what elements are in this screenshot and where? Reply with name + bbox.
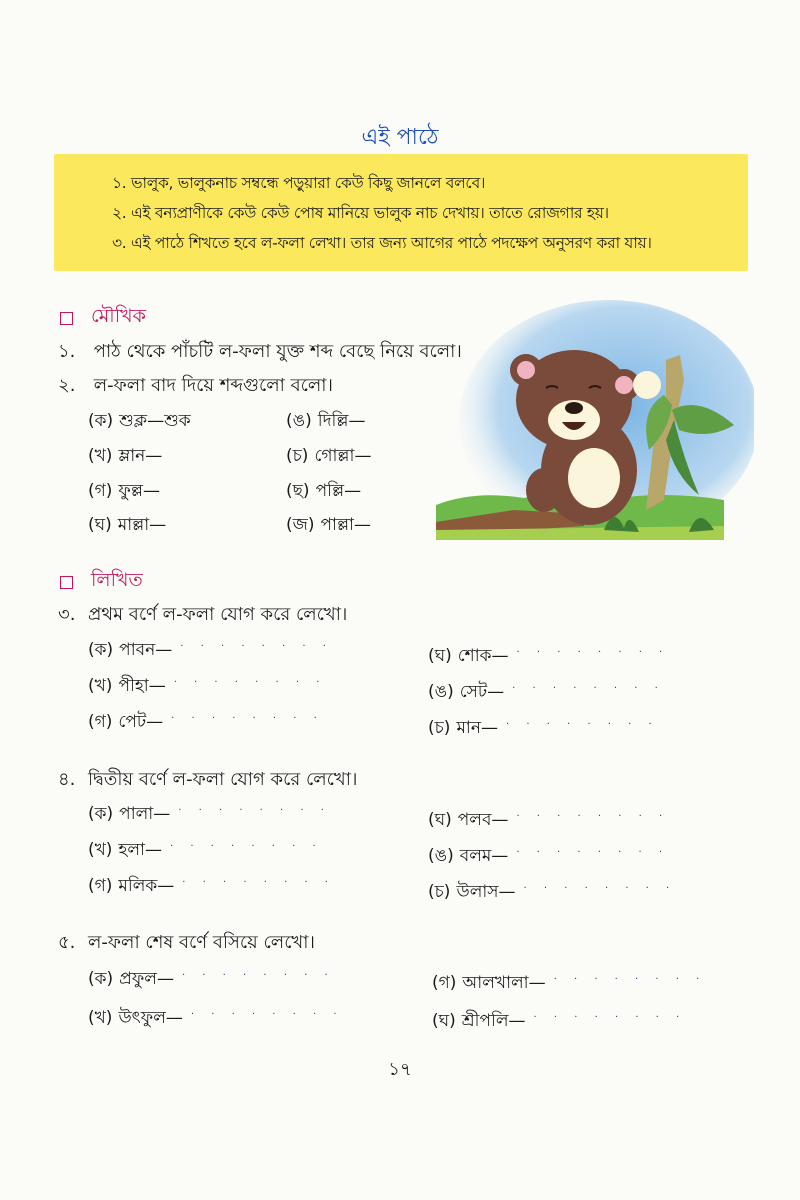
answer-blank[interactable]: · · · · · · · · bbox=[180, 641, 333, 652]
q4-item-nga: (ঙ) বলম— · · · · · · · · bbox=[428, 846, 669, 866]
q3-item-gha: (ঘ) শোক— · · · · · · · · bbox=[428, 646, 670, 666]
section-oral bbox=[60, 302, 146, 334]
q5-item-ga: (গ) আলখালা— · · · · · · · · bbox=[432, 973, 707, 993]
q3-item-ka: (ক) পাবন— · · · · · · · · bbox=[88, 640, 333, 660]
answer-blank[interactable]: · · · · · · · · bbox=[516, 811, 670, 822]
q5-item-gha: (ঘ) শ্রীপলি— · · · · · · · · bbox=[432, 1011, 687, 1031]
question-text: পাঠ থেকে পাঁচটি ল-ফলা যুক্ত শব্দ বেছে নিয়ে বলো। bbox=[93, 341, 462, 362]
q4-item-ga: (গ) মলিক— · · · · · · · · bbox=[88, 876, 335, 896]
answer-blank[interactable]: · · · · · · · · bbox=[178, 805, 331, 816]
q2-item-chha: (ছ) পল্লি— bbox=[286, 481, 362, 501]
answer-blank[interactable]: · · · · · · · · bbox=[553, 974, 707, 985]
q4-item-cha: (চ) উলাস— · · · · · · · · bbox=[428, 882, 677, 902]
question-number: ১. bbox=[58, 341, 76, 362]
q4-item-ka: (ক) পালা— · · · · · · · · bbox=[88, 804, 331, 824]
answer-blank[interactable]: · · · · · · · · bbox=[190, 1009, 344, 1020]
answer-blank[interactable]: · · · · · · · · bbox=[516, 847, 669, 858]
q2-item-nga: (ঙ) দিল্লি— bbox=[286, 411, 366, 431]
bear-illustration-icon bbox=[434, 300, 754, 545]
objectives-box bbox=[54, 154, 748, 271]
q2-item-gha: (ঘ) মাল্লা— bbox=[88, 515, 167, 535]
checkbox-square-icon bbox=[60, 576, 73, 589]
q5-item-kha: (খ) উৎফুল— · · · · · · · · bbox=[88, 1008, 344, 1028]
answer-blank[interactable]: · · · · · · · · bbox=[173, 677, 327, 688]
q2-item-cha: (চ) গোল্লা— bbox=[286, 446, 372, 466]
answer-blank[interactable]: · · · · · · · · bbox=[523, 883, 677, 894]
answer-blank[interactable]: · · · · · · · · bbox=[505, 719, 659, 730]
q4-item-gha: (ঘ) পলব— · · · · · · · · bbox=[428, 810, 670, 830]
objective-2: ২. এই বন্যপ্রাণীকে কেউ কেউ পোষ মানিয়ে ভালুক নাচ দেখায়। তাতে রোজগার হয়। bbox=[112, 204, 609, 222]
question-text: ল-ফলা বাদ দিয়ে শব্দগুলো বলো। bbox=[93, 375, 333, 396]
page-number: ১৭ bbox=[388, 1059, 412, 1080]
q3-item-nga: (ঙ) সেট— · · · · · · · · bbox=[428, 682, 665, 702]
q2-item-ga: (গ) ফুল্ল— bbox=[88, 481, 160, 501]
question-number: ২. bbox=[58, 375, 76, 396]
section-oral-heading: মৌখিক bbox=[91, 305, 146, 327]
question-5: ৫. ল-ফলা শেষ বর্ণে বসিয়ে লেখো। bbox=[58, 932, 315, 953]
answer-blank[interactable]: · · · · · · · · bbox=[533, 1012, 687, 1023]
q3-item-cha: (চ) মান— · · · · · · · · bbox=[428, 718, 659, 738]
objective-1: ১. ভালুক, ভালুকনাচ সম্বন্ধে পড়ুয়ারা কেউ কিছু জানলে বলবে। bbox=[112, 174, 486, 192]
question-2 bbox=[58, 371, 333, 402]
question-3: ৩. প্রথম বর্ণে ল-ফলা যোগ করে লেখো। bbox=[58, 604, 348, 625]
q5-item-ka: (ক) প্রফুল— · · · · · · · · bbox=[88, 969, 335, 989]
q2-item-ja: (জ) পাল্লা— bbox=[286, 515, 371, 535]
q3-item-kha: (খ) পীহা— · · · · · · · · bbox=[88, 676, 327, 696]
answer-blank[interactable]: · · · · · · · · bbox=[516, 647, 670, 658]
q2-item-kha: (খ) ম্লান— bbox=[88, 446, 163, 466]
section-written bbox=[60, 566, 143, 598]
answer-blank[interactable]: · · · · · · · · bbox=[171, 713, 324, 724]
answer-blank[interactable]: · · · · · · · · bbox=[181, 970, 335, 981]
answer-blank[interactable]: · · · · · · · · bbox=[182, 877, 335, 888]
section-written-heading: লিখিত bbox=[91, 569, 143, 591]
objective-3: ৩. এই পাঠে শিখতে হবে ল-ফলা লেখা। তার জন্য আগের পাঠে পদক্ষেপ অনুসরণ করা যায়। bbox=[112, 234, 652, 252]
q2-item-ka: (ক) শুক্ল—শুক bbox=[88, 411, 191, 431]
answer-blank[interactable]: · · · · · · · · bbox=[169, 841, 323, 852]
question-4: ৪. দ্বিতীয় বর্ণে ল-ফলা যোগ করে লেখো। bbox=[58, 769, 358, 790]
question-1 bbox=[58, 337, 462, 368]
lesson-title: এই পাঠে bbox=[361, 125, 439, 150]
q3-item-ga: (গ) পেট— · · · · · · · · bbox=[88, 712, 324, 732]
q4-item-kha: (খ) হলা— · · · · · · · · bbox=[88, 840, 323, 860]
checkbox-square-icon bbox=[60, 312, 73, 325]
answer-blank[interactable]: · · · · · · · · bbox=[512, 683, 665, 694]
